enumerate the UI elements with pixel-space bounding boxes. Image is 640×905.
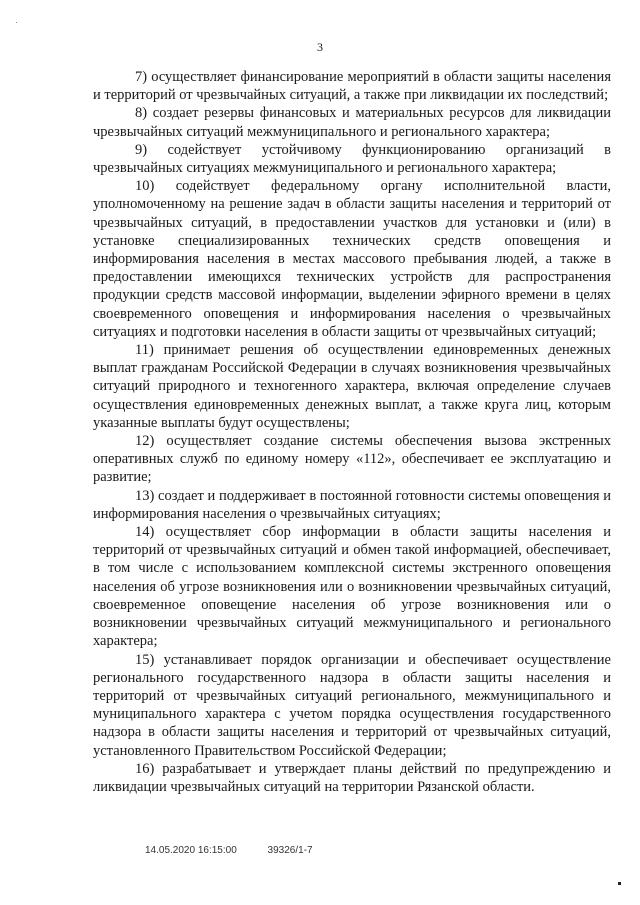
footer-doc-code: 39326/1-7 [267,845,313,856]
paragraph-item-11: 11) принимает решения об осуществлении единовременных денежных выплат гражданам Российской Федерации в случаях возникновения чрезвычайных ситуаций природного и техногенного характера, включая определение случаев осуществления единовременных денежных выплат, а также круга лиц, которым указанные выплаты будут осуществлены; [93,342,611,431]
paragraph-item-15: 15) устанавливает порядок организации и обеспечивает осуществление регионального государственного надзора в области защиты населения и территорий от чрезвычайных ситуаций регионального, межмуниципального и муниципального характера с учетом порядка осуществления государственного надзора в области защиты населения и территорий от чрезвычайных ситуаций, установленного Правительством Российской Федерации; [93,651,611,759]
document-body [93,68,611,796]
paragraph-item-16: 16) разрабатывает и утверждает планы действий по предупреждению и ликвидации чрезвычайных ситуаций на территории Рязанской области. [93,760,611,795]
document-footer [145,845,313,856]
paragraph-item-9: 9) содействует устойчивому функционированию организаций в чрезвычайных ситуациях межмуниципального и регионального характера; [93,141,611,177]
paragraph-item-13: 13) создает и поддерживает в постоянной готовности системы оповещения и информирования населения о чрезвычайных ситуациях; [93,487,611,522]
paragraph-item-8: 8) создает резервы финансовых и материальных ресурсов для ликвидации чрезвычайных ситуаций межмуниципального и регионального характера; [93,105,611,140]
paragraph-item-7: 7) осуществляет финансирование мероприятий в области защиты населения и территорий от чрезвычайных ситуаций, а также при ликвидации их последствий; [93,69,611,104]
scan-speck [16,22,17,23]
paragraph-item-12: 12) осуществляет создание системы обеспечения вызова экстренных оперативных служб по единому номеру «112», обеспечивает ее эксплуатацию и развитие; [93,433,611,486]
scan-speck [618,882,621,885]
page-number: 3 [317,40,323,54]
paragraph-item-14: 14) осуществляет сбор информации в области защиты населения и территорий от чрезвычайных ситуаций и обмен такой информацией, обеспечивает, в том числе с использованием комплексной системы экстренного оповещения населения об угрозе возникновения или о возникновении чрезвычайных ситуаций, своевременное оповещение населения об угрозе возникновения или о возникновении чрезвычайных ситуаций межмуниципального и регионального характера; [93,524,611,650]
footer-timestamp: 14.05.2020 16:15:00 [145,845,237,856]
paragraph-item-10: 10) содействует федеральному органу исполнительной власти, уполномоченному на решение задач в области защиты населения и территорий от чрезвычайных ситуаций, в предоставлении участков для установки и (или) в установке специализированных технических средств оповещения и информирования населения в местах массового пребывания людей, а также в предоставлении имеющихся технических устройств для распространения продукции средств массовой информации, выделении эфирного времени в целях своевременного оповещения и информирования населения о чрезвычайных ситуациях и подготовки населения в области защиты от чрезвычайных ситуаций; [93,178,611,340]
